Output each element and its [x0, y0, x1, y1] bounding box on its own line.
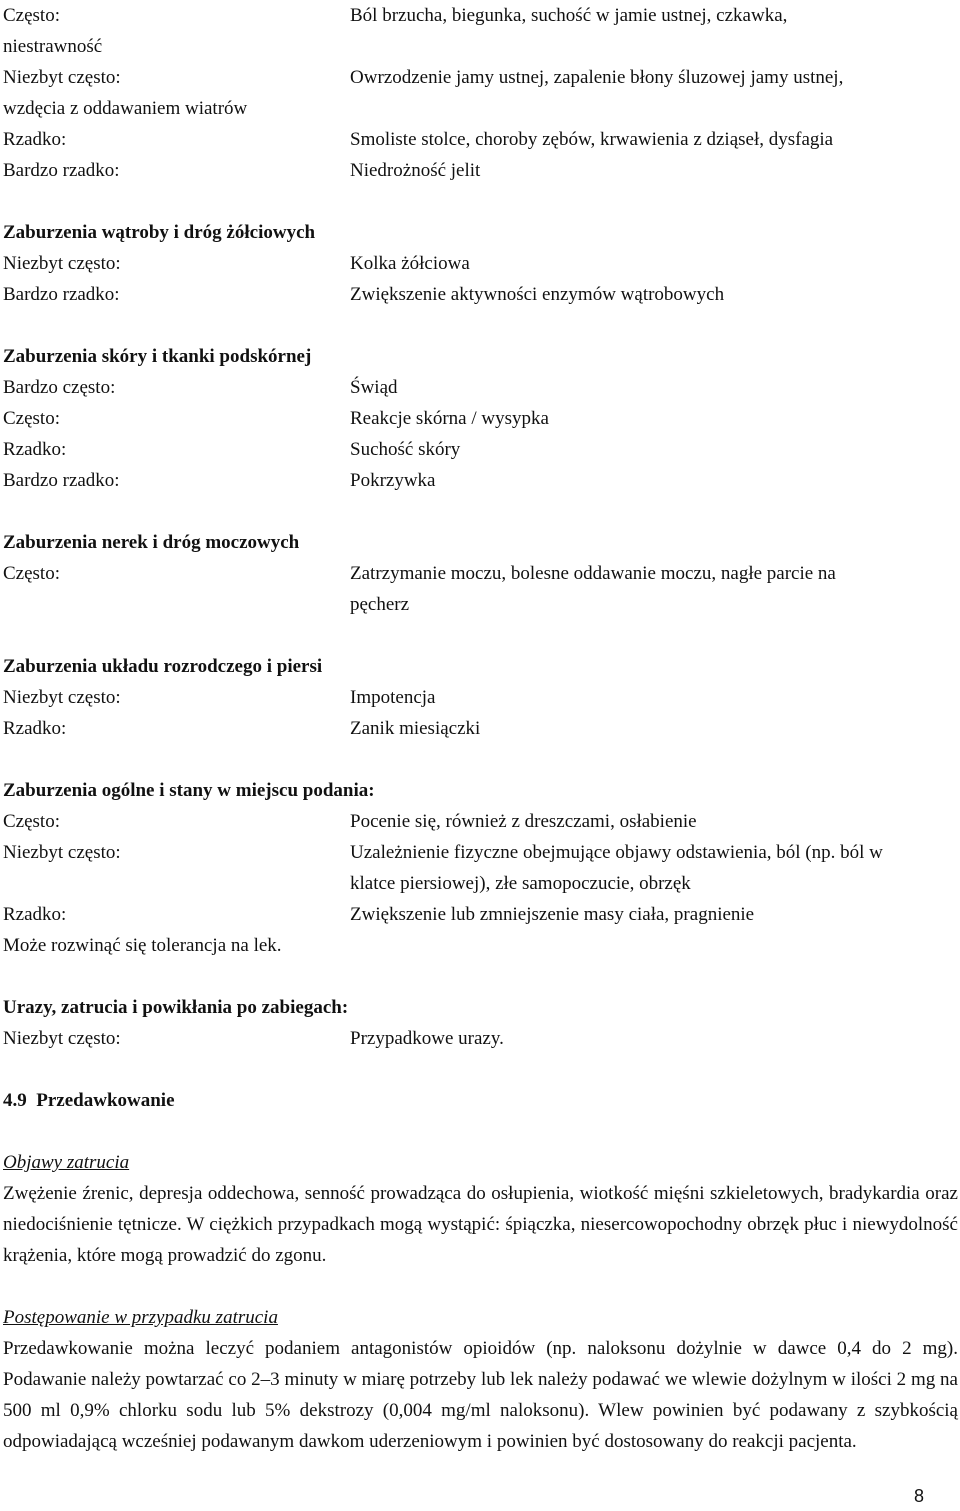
repro-row-uncommon: [3, 682, 958, 713]
effect-text: Smoliste stolce, choroby zębów, krwawienia z dziąseł, dysfagia: [350, 129, 834, 150]
frequency-label: Niezbyt często:: [3, 1028, 121, 1049]
repro-row-rare: [3, 713, 958, 744]
frequency-label: Rzadko:: [3, 129, 67, 150]
general-row-rare: [3, 899, 958, 930]
effect-text: Zwiększenie lub zmniejszenie masy ciała, pragnienie: [350, 904, 755, 925]
injury-row-uncommon: [3, 1023, 958, 1054]
frequency-label: Rzadko:: [3, 439, 67, 460]
effect-text: Zwiększenie aktywności enzymów wątrobowych: [350, 284, 725, 305]
frequency-label: Niezbyt często:: [3, 687, 121, 708]
effect-text: Kolka żółciowa: [350, 253, 470, 274]
liver-row-uncommon: [3, 248, 958, 279]
frequency-label: Bardzo rzadko:: [3, 470, 120, 491]
tolerance-note: Może rozwinąć się tolerancja na lek.: [3, 935, 282, 956]
section-heading: Zaburzenia wątroby i dróg żółciowych: [3, 222, 316, 243]
frequency-label: Rzadko:: [3, 904, 67, 925]
frequency-label: Niezbyt często:: [3, 253, 121, 274]
frequency-label: Często:: [3, 563, 60, 584]
paragraph: Zwężenie źrenic, depresja oddechowa, senność prowadząca do osłupienia, wiotkość mięśni szkieletowych, bradykardia oraz niedociśnienie tętnicze. W ciężkich przypadkach mogą wystąpić: śpiączka, niesercowopochodny obrzęk płuc i niewydolność krążenia, które mogą prowadzić do zgonu.: [3, 1183, 958, 1266]
section-heading: Zaburzenia układu rozrodczego i piersi: [3, 656, 323, 677]
liver-row-very-rare: [3, 279, 958, 310]
effect-continuation-text: klatce piersiowej), złe samopoczucie, obrzęk: [350, 873, 691, 894]
subheading: Objawy zatrucia: [3, 1152, 130, 1173]
effect-text: Przypadkowe urazy.: [350, 1028, 504, 1049]
effect-text: Impotencja: [350, 687, 436, 708]
effect-text: Świąd: [350, 377, 398, 398]
effect-continuation: wzdęcia z oddawaniem wiatrów: [3, 98, 248, 119]
section-heading: Zaburzenia ogólne i stany w miejscu podania:: [3, 780, 375, 801]
gi-row-rare: [3, 124, 958, 155]
skin-row-very-common: [3, 372, 958, 403]
skin-row-common: [3, 403, 958, 434]
effect-text: Ból brzucha, biegunka, suchość w jamie ustnej, czkawka,: [350, 5, 788, 26]
general-row-common: [3, 806, 958, 837]
effect-text: Uzależnienie fizyczne obejmujące objawy odstawienia, ból (np. ból w: [350, 842, 883, 863]
frequency-label: Niezbyt często:: [3, 842, 121, 863]
skin-row-very-rare: [3, 465, 958, 496]
gi-row-very-rare: [3, 155, 958, 186]
frequency-label: Bardzo rzadko:: [3, 160, 120, 181]
frequency-label: Bardzo często:: [3, 377, 116, 398]
skin-row-rare: [3, 434, 958, 465]
effect-continuation: niestrawność: [3, 36, 103, 57]
general-row-uncommon: [3, 837, 958, 868]
effect-text: Pokrzywka: [350, 470, 436, 491]
kidney-row-common: [3, 558, 958, 589]
section-heading: Zaburzenia nerek i dróg moczowych: [3, 532, 300, 553]
section-number: 4.9: [3, 1090, 27, 1111]
effect-continuation: [3, 589, 958, 620]
frequency-label: Często:: [3, 5, 60, 26]
effect-continuation-text: pęcherz: [350, 594, 410, 615]
effect-continuation: [3, 868, 958, 899]
frequency-label: Często:: [3, 811, 60, 832]
gi-row-uncommon: [3, 62, 958, 93]
section-title: [3, 1085, 958, 1116]
effect-text: Zanik miesiączki: [350, 718, 481, 739]
frequency-label: Często:: [3, 408, 60, 429]
effect-text: Suchość skóry: [350, 439, 461, 460]
effect-text: Zatrzymanie moczu, bolesne oddawanie moczu, nagłe parcie na: [350, 563, 836, 584]
document-page: [3, 0, 958, 1457]
subheading: Postępowanie w przypadku zatrucia: [3, 1307, 278, 1328]
effect-text: Niedrożność jelit: [350, 160, 481, 181]
section-heading: Zaburzenia skóry i tkanki podskórnej: [3, 346, 312, 367]
frequency-label: Bardzo rzadko:: [3, 284, 120, 305]
effect-text: Reakcje skórna / wysypka: [350, 408, 549, 429]
frequency-label: Niezbyt często:: [3, 67, 121, 88]
gi-row-common: [3, 0, 958, 31]
paragraph: Przedawkowanie można leczyć podaniem antagonistów opioidów (np. naloksonu dożylnie w dawce 0,4 do 2 mg). Podawanie należy powtarzać co 2–3 minuty w miarę potrzeby lub lek należy podawać we wlewie dożylnym w ilości 2 mg na 500 ml 0,9% chlorku sodu lub 5% dekstrozy (0,004 mg/ml naloksonu). Wlew powinien być podawany z szybkością odpowiadającą wcześniej podawanym dawkom uderzeniowym i powinien być dostosowany do reakcji pacjenta.: [3, 1338, 958, 1452]
effect-text: Owrzodzenie jamy ustnej, zapalenie błony śluzowej jamy ustnej,: [350, 67, 844, 88]
effect-text: Pocenie się, również z dreszczami, osłabienie: [350, 811, 697, 832]
section-heading: Urazy, zatrucia i powikłania po zabiegach:: [3, 997, 349, 1018]
page-number: 8: [913, 1486, 924, 1506]
frequency-label: Rzadko:: [3, 718, 67, 739]
section-title-text: Przedawkowanie: [36, 1090, 175, 1111]
